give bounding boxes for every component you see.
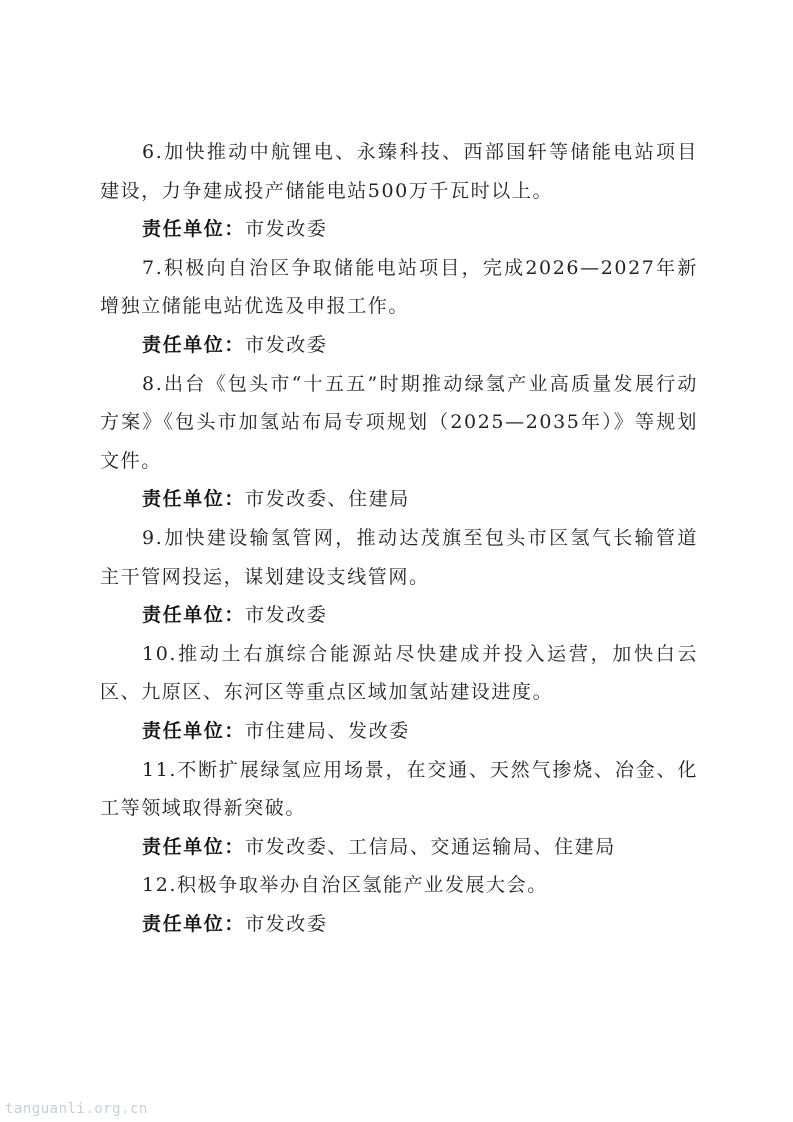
item-8-text: 8.出台《包头市“十五五”时期推动绿氢产业高质量发展行动方案》《包头市加氢站布局专项规划（2025—2035年）》等规划文件。: [100, 372, 698, 472]
responsible-units: 市发改委: [245, 333, 328, 356]
item-11-responsibility: [100, 828, 698, 867]
responsible-units: 市住建局、发改委: [245, 719, 410, 742]
item-7-responsibility: [100, 326, 698, 365]
item-11-text: 11.不断扩展绿氢应用场景，在交通、天然气掺烧、冶金、化工等领域取得新突破。: [100, 758, 698, 820]
item-10-text: 10.推动土右旗综合能源站尽快建成并投入运营，加快白云区、九原区、东河区等重点区域加氢站建设进度。: [100, 642, 698, 704]
site-watermark: tanguanli.org.cn: [5, 1101, 148, 1117]
responsibility-label: 责任单位：: [142, 719, 246, 742]
item-9-text: 9.加快建设输氢管网，推动达茂旗至包头市区氢气长输管道主干管网投运，谋划建设支线管网。: [100, 526, 698, 588]
responsibility-label: 责任单位：: [142, 218, 246, 241]
responsible-units: 市发改委: [245, 218, 328, 241]
item-7-text: 7.积极向自治区争取储能电站项目，完成2026—2027年新增独立储能电站优选及申报工作。: [100, 256, 698, 318]
responsible-units: 市发改委: [245, 604, 328, 627]
document-body: [100, 133, 698, 943]
responsible-units: 市发改委、工信局、交通运输局、住建局: [245, 835, 616, 858]
item-12-text: 12.积极争取举办自治区氢能产业发展大会。: [142, 874, 548, 897]
responsibility-label: 责任单位：: [142, 604, 246, 627]
item-10-responsibility: [100, 712, 698, 751]
responsibility-label: 责任单位：: [142, 488, 246, 511]
item-12-responsibility: [100, 905, 698, 944]
responsible-units: 市发改委、住建局: [245, 488, 410, 511]
item-8-responsibility: [100, 480, 698, 519]
item-6-responsibility: [100, 210, 698, 249]
item-9-responsibility: [100, 596, 698, 635]
responsibility-label: 责任单位：: [142, 912, 246, 935]
responsibility-label: 责任单位：: [142, 333, 246, 356]
responsibility-label: 责任单位：: [142, 835, 246, 858]
responsible-units: 市发改委: [245, 912, 328, 935]
item-6-text: 6.加快推动中航锂电、永臻科技、西部国轩等储能电站项目建设，力争建成投产储能电站500万千瓦时以上。: [100, 141, 698, 202]
